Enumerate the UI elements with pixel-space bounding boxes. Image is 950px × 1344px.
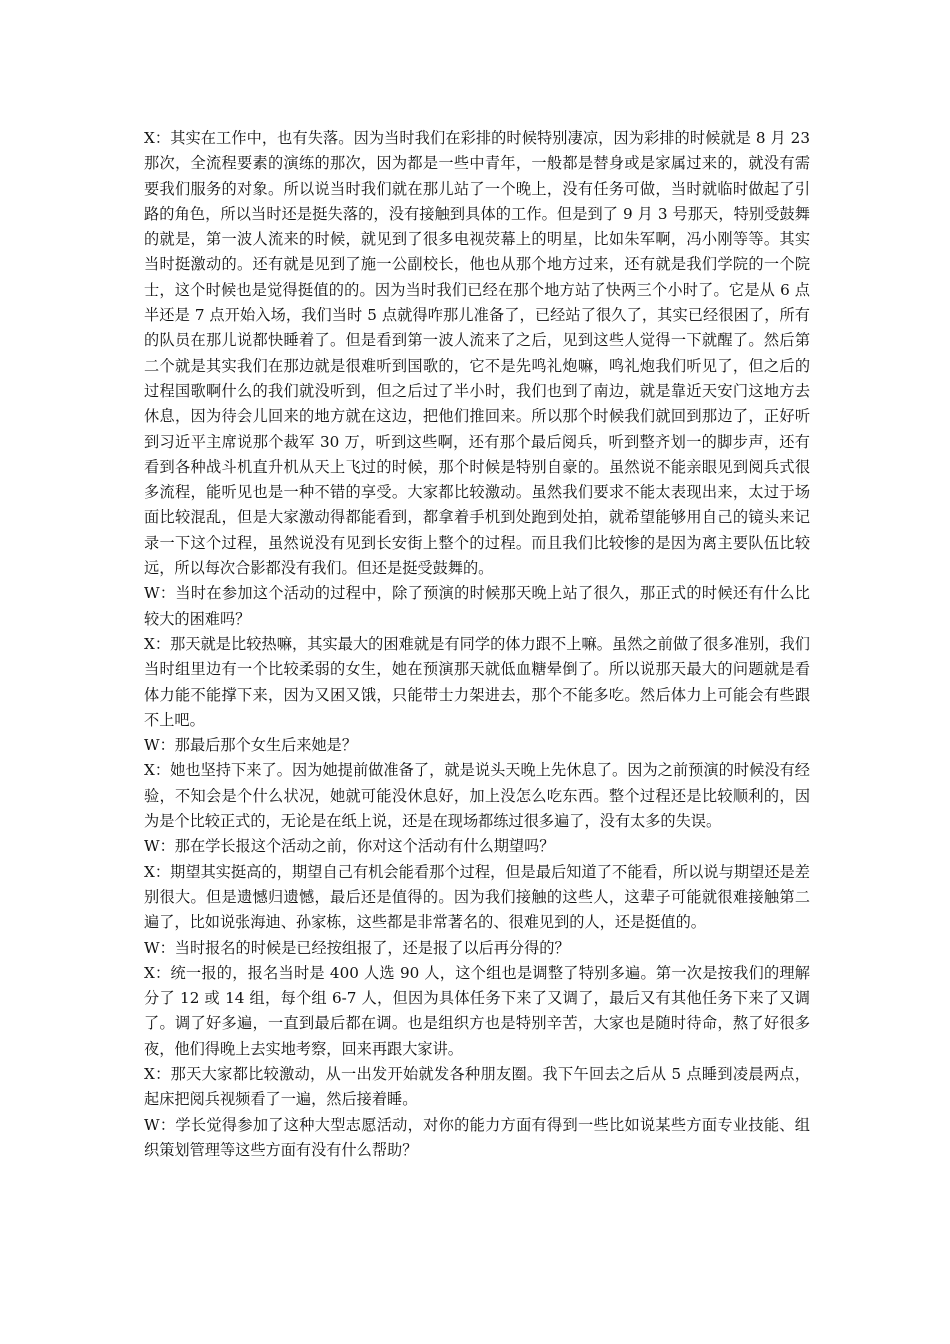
- paragraph-question-2: W：那最后那个女生后来她是？: [144, 736, 358, 755]
- paragraph-answer-3: X：她也坚持下来了。因为她提前做准备了，就是说头天晚上先休息了。因为之前预演的时候没有经验，不知会是个什么状况，她就可能没休息好，加上没怎么吃东西。整个过程还是比较顺利的，因为是个比较正式的，无论是在纸上说，还是在现场都练过很多遍了，没有太多的失误。: [144, 761, 810, 831]
- paragraph-question-1: W：当时在参加这个活动的过程中，除了预演的时候那天晚上站了很久，那正式的时候还有什么比较大的困难吗？: [144, 584, 810, 628]
- paragraph-question-5: W：学长觉得参加了这种大型志愿活动，对你的能力方面有得到一些比如说某些方面专业技能、组织策划管理等这些方面有没有什么帮助？: [144, 1115, 810, 1159]
- paragraph-question-3: W：那在学长报这个活动之前，你对这个活动有什么期望吗？: [144, 837, 555, 856]
- paragraph-answer-1: X：其实在工作中，也有失落。因为当时我们在彩排的时候特别凄凉，因为彩排的时候就是 8 月 23 那次，全流程要素的演练的那次，因为都是一些中青年，一般都是替身或是家属过来的，就没有需要我们服务的对象。所以说当时我们就在那儿站了一个晚上，没有任务可做，当时就临时做起了引路的角色，所以当时还是挺失落的，没有接触到具体的工作。但是到了 9 月 3 号那天，特别受鼓舞的就是，第一波人流来的时候，就见到了很多电视荧幕上的明星，比如朱军啊，冯小刚等等。其实当时挺激动的。还有就是见到了施一公副校长，他也从那个地方过来，还有就是我们学院的一个院士，这个时候也是觉得挺值的的。因为当时我们已经在那个地方站了快两三个小时了。它是从 6 点半还是 7 点开始入场，我们当时 5 点就得咋那儿准备了，已经站了很久了，其实已经很困了，所有的队员在那儿说都快睡着了。但是看到第一波人流来了之后，见到这些人觉得一下就醒了。然后第二个就是其实我们在那边就是很难听到国歌的，它不是先鸣礼炮嘛，鸣礼炮我们听见了，但之后的过程国歌啊什么的我们就没听到，但之后过了半小时，我们也到了南边，就是靠近天安门这地方去休息，因为待会儿回来的地方就在这边，把他们推回来。所以那个时候我们就回到那边了，正好听到习近平主席说那个裁军 30 万，听到这些啊，还有那个最后阅兵，听到整齐划一的脚步声，还有看到各种战斗机直升机从天上飞过的时候，那个时候是特别自豪的。虽然说不能亲眼见到阅兵式很多流程，能听见也是一种不错的享受。大家都比较激动。虽然我们要求不能太表现出来，太过于场面比较混乱，但是大家激动得都能看到，都拿着手机到处跑到处拍，就希望能够用自己的镜头来记录一下这个过程，虽然说没有见到长安街上整个的过程。而且我们比较惨的是因为离主要队伍比较远，所以每次合影都没有我们。但还是挺受鼓舞的。: [144, 129, 810, 578]
- paragraph-answer-5: X：统一报的，报名当时是 400 人选 90 人，这个组也是调整了特别多遍。第一次是按我们的理解分了 12 或 14 组，每个组 6-7 人，但因为具体任务下来了又调了，最后又有其他任务下来了又调了。调了好多遍，一直到最后都在调。也是组织方也是特别辛苦，大家也是随时待命，熬了好很多夜，他们得晚上去实地考察，回来再跟大家讲。: [144, 963, 810, 1058]
- paragraph-answer-2: X：那天就是比较热嘛，其实最大的困难就是有同学的体力跟不上嘛。虽然之前做了很多准别，我们当时组里边有一个比较柔弱的女生，她在预演那天就低血糖晕倒了。所以说那天最大的问题就是看体力能不能撑下来，因为又困又饿，只能带士力架进去，那个不能多吃。然后体力上可能会有些跟不上吧。: [144, 634, 810, 729]
- paragraph-question-4: W：当时报名的时候是已经按组报了，还是报了以后再分得的？: [144, 938, 570, 957]
- document-body: [144, 126, 810, 1163]
- paragraph-answer-4: X：期望其实挺高的，期望自己有机会能看那个过程，但是最后知道了不能看，所以说与期望还是差别很大。但是遗憾归遗憾，最后还是值得的。因为我们接触的这些人，这辈子可能就很难接触第二遍了，比如说张海迪、孙家栋，这些都是非常著名的、很难见到的人，还是挺值的。: [144, 862, 810, 932]
- paragraph-answer-6: X：那天大家都比较激动，从一出发开始就发各种朋友圈。我下午回去之后从 5 点睡到凌晨两点，起床把阅兵视频看了一遍，然后接着睡。: [144, 1064, 810, 1109]
